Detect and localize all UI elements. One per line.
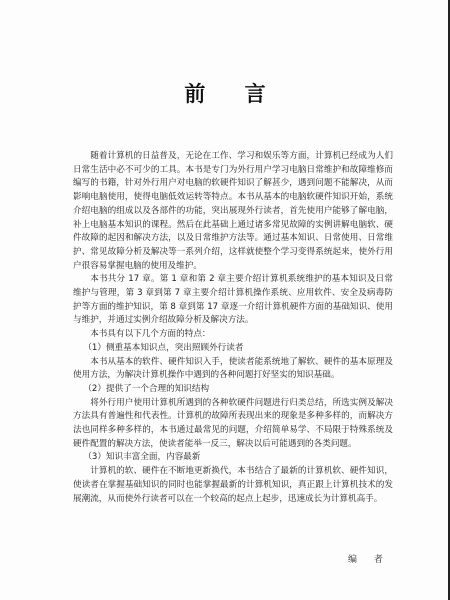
feature-heading-3: （3）知识丰富全面，内容最新 <box>83 452 201 463</box>
page-title: 前 言 <box>184 82 282 106</box>
paragraph-intro: 随着计算机的日益普及，无论在工作、学习和娱乐等方面，计算机已经成为人们日常生活中必不可少的工具。本书是专门为外行用户学习电脑日常维护和故障维修而编写的书籍，针对外行用户对电脑的软硬件知识了解甚少，遇到问题不能解决，从而影响电脑使用，使得电脑低效运转等特点。本书从基本的电脑软硬件知识开始，系统介绍电脑的组成以及各部件的功能，突出展现外行读者，首先使用户能够了解电脑，补上电脑基本知识的课程。然后在此基础上通过诸多常见故障的实例讲解电脑软、硬件故障的起因和解决方法，以及日常维护方法等。通过基本知识、日常使用、日常维护、常见故障分析及解决等一系列介绍，这样就使整个学习变得系统起来，使外行用户很容易掌握电脑的使用及维护。 <box>73 151 393 271</box>
signature: 编 者 <box>348 555 390 565</box>
feature-text-3: 计算机的软、硬件在不断地更新换代，本书结合了最新的计算机软、硬件知识，使读者在掌握基础知识的同时也能掌握最新的计算机知识，真正跟上计算机技术的发展潮流，从而使外行读者可以在一个较高的起点上起步，迅速成长为计算机高手。 <box>73 466 393 504</box>
feature-text-1: 本书从基本的软件、硬件知识入手，使读者能系统地了解软、硬件的基本原理及使用方法，为解决计算机操作中遇到的各种问题打好坚实的知识基础。 <box>73 356 393 381</box>
paragraph-features-intro: 本书具有以下几个方面的特点： <box>90 329 211 340</box>
preface-body <box>73 150 393 506</box>
feature-text-2: 将外行用户使用计算机所遇到的各种软硬件问题进行归类总结，所选实例及解决方法具有普遍性和代表性。计算机的故障所表现出来的现象是多种多样的，而解决方法也同样多种多样的，本书通过最常见的问题，介绍简单易学、不局限于特殊系统及硬件配置的解决方法，使读者能举一反三，解决以后可能遇到的各类问题。 <box>73 397 393 449</box>
feature-heading-2: （2）提供了一个合理的知识结构 <box>83 383 210 394</box>
feature-heading-1: （1）侧重基本知识点，突出照顾外行读者 <box>83 342 244 353</box>
paragraph-chapters: 本书共分 17 章。第 1 章和第 2 章主要介绍计算机系统维护的基本知识及日常维护与管理，第 3 章到第 7 章主要介绍计算机操作系统、应用软件、安全及病毒防护等方面的维护知识，第 8 章到第 17 章逐一介绍计算机硬件方面的基础知识、使用与维护，并通过实例介绍故障分析及解决方法。 <box>73 274 393 326</box>
